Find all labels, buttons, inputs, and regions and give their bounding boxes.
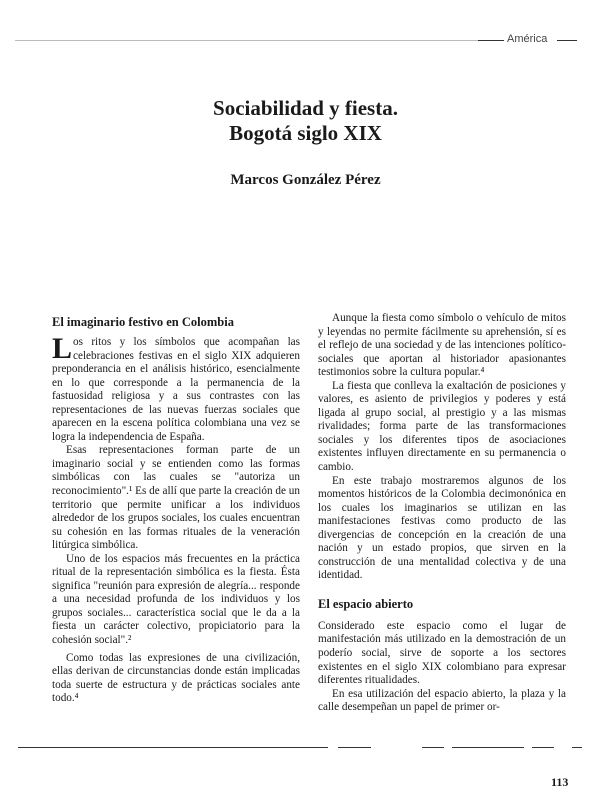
header-rule-left [15, 40, 495, 41]
footer-rule [422, 747, 444, 748]
article-title-line1: Sociabilidad y fiesta. [213, 96, 398, 120]
footer-rule [18, 747, 328, 748]
paragraph: La fiesta que conlleva la exaltación de posiciones y valores, es asiento de privilegios y poderes y está ligada al grupo social, al prestigio y a las mismas rivalidades; forma parte de las transformaciones sociales y los diferentes tipos de asociaciones existentes influyen directamente en su permanencia o cambio. [318, 379, 566, 474]
paragraph: Como todas las expresiones de una civilización, ellas derivan de circunstancias donde están implicadas toda suerte de estructura y de prácticas sociales ante todo.⁴ [52, 651, 300, 705]
paragraph: Aunque la fiesta como símbolo o vehículo de mitos y leyendas no permite fácilmente su aprehensión, sí es el reflejo de una sociedad y de las intenciones político-sociales que aportan al historiador apasionantes testimonios sobre la cultura popular.⁴ [318, 312, 566, 379]
right-column [318, 312, 566, 715]
header-rule-mid [478, 40, 504, 41]
footer-rule [572, 747, 582, 748]
left-column [52, 315, 300, 706]
paragraph: En esa utilización del espacio abierto, la plaza y la calle desempeñan un papel de primer or- [318, 687, 566, 714]
footer-rule [452, 747, 524, 748]
section-heading: El imaginario festivo en Colombia [52, 315, 234, 329]
article-title-line2: Bogotá siglo XIX [229, 121, 382, 145]
paragraph: Los ritos y los símbolos que acompañan las celebraciones festivas en el siglo XIX adquieren preponderancia en el análisis histórico, esencialmente en lo que corresponde a la permanencia de la fastuosidad religiosa y a sus contrastes con las representaciones de las nuevas fuerzas sociales que aparecen en la escena política colombiana una vez se logra la independencia de España. [52, 332, 300, 443]
header-rule-right [557, 40, 577, 41]
paragraph: Considerado este espacio como el lugar de manifestación más utilizado en la demostración de un poderío social, sirve de soporte a los sectores existentes en el siglo XIX colombiano para expresar diferentes ritualidades. [318, 619, 566, 687]
paragraph: Uno de los espacios más frecuentes en la práctica ritual de la representación simbólica es la fiesta. Ésta significa "reunión para expresión de alegría... responde a una necesidad profunda de los individuos y los grupos sociales... característica social que le da a la fiesta un carácter colectivo, propiciatorio para la cohesión social".² [52, 552, 300, 647]
page-number: 113 [551, 775, 569, 789]
article-author: Marcos González Pérez [230, 172, 381, 188]
section-heading: El espacio abierto [318, 596, 414, 611]
drop-cap: L [52, 332, 73, 365]
section-label: América [507, 33, 548, 45]
footer-rule [338, 747, 371, 748]
paragraph: Esas representaciones forman parte de un imaginario social y se entienden como las formas simbólicas con las cuales se "autoriza un reconocimiento".¹ Es de allí que parte la creación de un territorio que permite unificar a los individuos alrededor de los grupos sociales, los cuales encuentran su cohesión en las formas rituales de la veneración litúrgica simbólica. [52, 444, 300, 552]
paragraph: En este trabajo mostraremos algunos de los momentos históricos de la Colombia decimonónica en los cuales los imaginarios se utilizan en las manifestaciones festivas como producto de las divergencias de concepción en la creación de una nación y un estado propios, que sirven en la construcción de una mentalidad colectiva y de una identidad. [318, 474, 566, 582]
footer-rule [532, 747, 554, 748]
